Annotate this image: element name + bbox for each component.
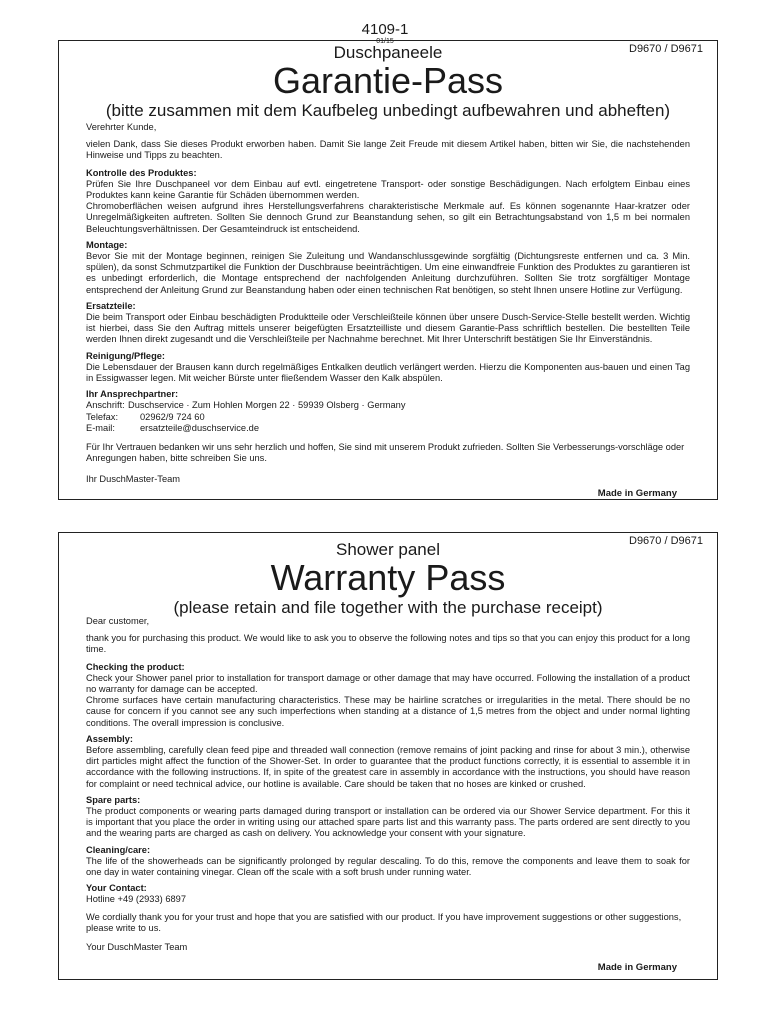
panel-title: Garantie-Pass [272,60,504,101]
made-in-label: Made in Germany [597,962,677,973]
section-checking [86,168,690,235]
product-name: Shower panel [336,540,440,559]
intro-text: vielen Dank, dass Sie dieses Produkt erworben haben. Damit Sie lange Zeit Freude mit diesem Artikel haben, bitten wir Sie, die nachstehenden Hinweise und Tipps zu beachten. [86,139,690,161]
section-heading: Spare parts: [86,794,141,805]
section-text: Die beim Transport oder Einbau beschädigten Produktteile oder Verschleißteile können über unsere Dusch-Service-Stelle bestellt werden. Wichtig ist hierbei, dass Sie den Auftrag mittels unserer beigefügten Ersatzteilliste und diesem Garantie-Pass schriftlich bestellen. Die bestellten Teile werden Ihnen direkt zugesandt und die Verschleißteile per Nachnahme berechnet. Mit Ihrer Unterschrift bestätigen Sie Ihr Einverständnis. [86,312,690,345]
panel-body [86,122,690,492]
intro-text: thank you for purchasing this product. We would like to ask you to observe the following notes and tips so that you can enjoy this product for a long time. [86,633,690,655]
panel-subnote: (please retain and file together with the purchase receipt) [173,598,603,617]
salutation: Verehrter Kunde, [86,122,157,132]
section-heading: Assembly: [86,733,134,744]
product-code: D9670 / D9671 [629,43,703,55]
section-text: Chrome surfaces have certain manufacturing characteristics. These may be hairline scratches or irregularities in the metal. There should be no cause for concern if you cannot see any such imperfections when standing at a distance of 1,5 metres from the object and under normal lighting conditions. The overall impression is conclusive. [86,695,690,728]
section-cleaning [86,351,690,385]
signature: Your DuschMaster Team [86,942,188,953]
section-text: Check your Shower panel prior to installation for transport damage or other damage that may have occurred. Following the installation of a product no warranty for damage can be accepted. [86,672,690,695]
section-text: The product components or wearing parts damaged during transport or installation can be ordered via our Shower Service department. For this it is important that you place the order in writing using our attached spare parts list and this warranty pass. The parts ordered are sent directly to you and the wearing parts are charged as cash on delivery. You acknowledge your consent with your signature. [86,806,690,839]
section-spare-parts [86,795,690,840]
panel-title: Warranty Pass [270,557,506,598]
section-text: Bevor Sie mit der Montage beginnen, reinigen Sie Zuleitung und Wandanschlussgewinde sorgfältig (Dichtungsreste entfernen und ca. 3 Min. spülen), da sonst Schmutzpartikel die Funktion der Duschbrause beeinträchtigen. Um eine einwandfreie Funktion des Produktes zu garantieren ist es unbedingt erforderlich, die Montage entsprechend der nachfolgenden Anleitung durchzuführen. Sollten Sie trotz sorgfältiger Montage entsprechend der Anleitung Grund zur Beanstandung haben oder einen technischen Rat benötigen, so steht Ihnen unsere Hotline zur Verfügung. [86,251,690,295]
signature: Ihr DuschMaster-Team [86,474,181,485]
section-text: Before assembling, carefully clean feed pipe and threaded wall connection (remove remains of joint packing and rinse for about 3 min.), otherwise dirt particles might affect the function of the Shower-Set. In order to guarantee that the product functions correctly, it is essential to assemble it in accordance with the following instructions. If, in spite of the greatest care in assembly in accordance with the instructions, you should have reason for complaint or need technical advice, our hotline is available. Care should be taken that no hoses are kinked or crushed. [86,745,690,789]
section-heading: Kontrolle des Produktes: [86,167,197,178]
section-text: Chromoberflächen weisen aufgrund ihres Herstellungsverfahrens charakteristische Merkmale auf. Es können sogenannte Haar-kratzer oder Unregelmäßigkeiten auftreten. Sollten Sie dennoch Grund zur Beanstandung sehen, so gilt ein Betrachtungsabstand von 1,5 m bei normalen Beleuchtungsverhältnissen. Der Gesamteindruck ist entscheidend. [86,201,690,234]
contact-row-email [86,423,690,434]
contact-label: Anschrift: [86,400,125,411]
section-text: Die Lebensdauer der Brausen kann durch regelmäßiges Entkalken deutlich verlängert werden. Hierzu die Komponenten aus-bauen und einen Tag in Essigwasser legen. Mit weicher Bürste unter fließendem Wasser den Kalk abspülen. [86,361,690,384]
section-contact [86,389,690,434]
made-in-label: Made in Germany [597,488,677,499]
closing-text: We cordially thank you for your trust and hope that you are satisfied with our product. If you have improvement suggestions or other suggestions, please write to us. [86,911,682,933]
section-heading: Your Contact: [86,883,147,894]
contact-label: Telefax: [86,411,119,422]
section-heading: Cleaning/care: [86,844,151,855]
document-date: 01/15 [376,38,394,45]
contact-value: Duschservice · Zum Hohlen Morgen 22 · 59939 Olsberg · Germany [128,400,406,411]
product-name: Duschpaneele [333,43,443,62]
panel-subnote: (bitte zusammen mit dem Kaufbeleg unbedingt aufbewahren und abheften) [105,101,671,120]
contact-hotline: Hotline +49 (2933) 6897 [86,894,187,905]
section-checking [86,662,690,729]
section-contact [86,883,690,905]
contact-row-address [86,400,690,411]
section-heading: Montage: [86,239,128,250]
section-cleaning [86,845,690,879]
section-text: The life of the showerheads can be significantly prolonged by regular descaling. To do this, remove the components and leave them to soak for one day in water containing vinegar. Clean off the scale with a soft brush under running water. [86,855,690,878]
product-code: D9670 / D9671 [629,535,703,547]
section-heading: Ersatzteile: [86,300,136,311]
section-heading: Ihr Ansprechpartner: [86,389,179,400]
salutation: Dear customer, [86,616,150,626]
german-warranty-panel [58,40,718,500]
section-text: Prüfen Sie Ihre Duschpaneel vor dem Einbau auf evtl. eingetretene Transport- oder sonstige Beschädigungen. Nach erfolgtem Einbau eines Produktes kann keine Garantie für Schäden übernommen werden. [86,178,690,201]
section-assembly [86,734,690,790]
contact-value: 02962/9 724 60 [140,411,205,422]
contact-label: E-mail: [86,422,115,433]
contact-email[interactable]: ersatzteile@duschservice.de [140,422,259,433]
contact-row-fax [86,412,690,423]
section-assembly [86,240,690,296]
closing-text: Für Ihr Vertrauen bedanken wir uns sehr herzlich und hoffen, Sie sind mit unserem Produkt zufrieden. Sollten Sie Verbesserungs-vorschläge oder Anregungen haben, bitte schreiben Sie uns. [86,442,685,464]
section-heading: Checking the product: [86,661,185,672]
panel-body [86,616,690,959]
section-spare-parts [86,301,690,346]
document-number: 4109-1 [361,21,409,38]
english-warranty-panel [58,532,718,980]
section-heading: Reinigung/Pflege: [86,350,166,361]
